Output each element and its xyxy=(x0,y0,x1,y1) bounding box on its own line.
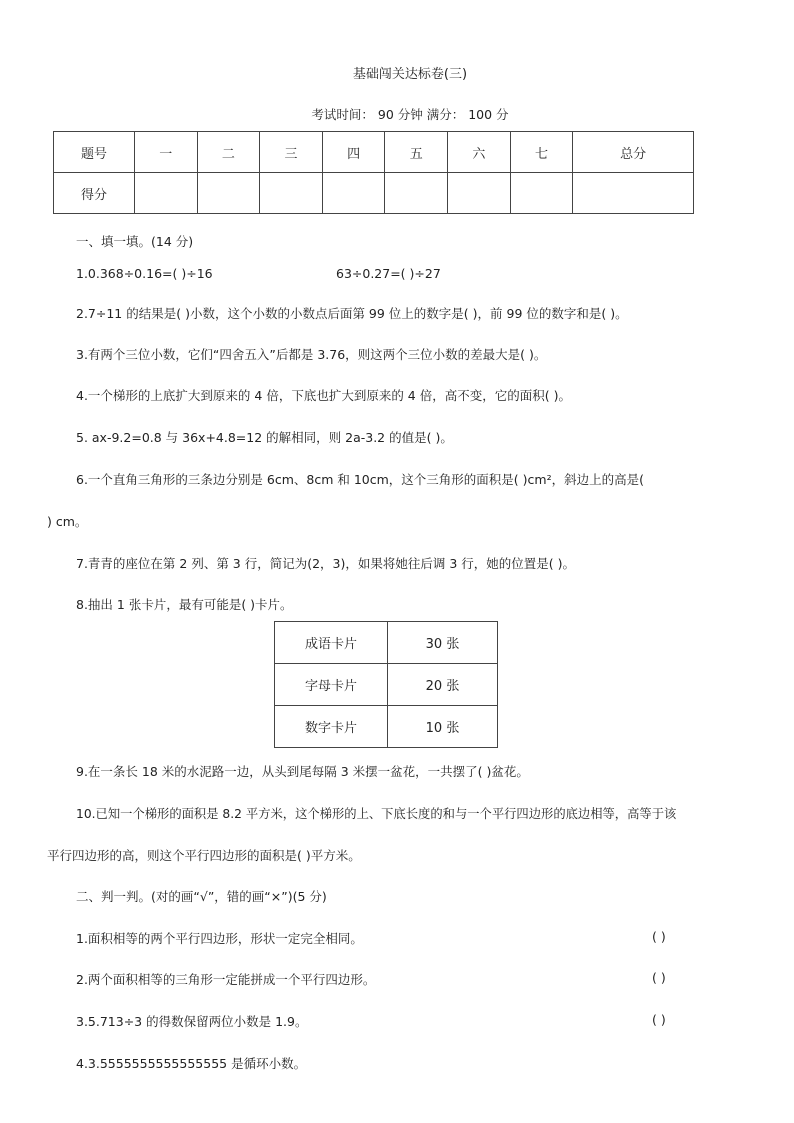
table-row xyxy=(54,173,694,214)
table-row xyxy=(54,132,694,173)
score-cell[interactable] xyxy=(448,173,511,214)
answer-paren[interactable]: ( ) xyxy=(652,1012,666,1027)
score-cell[interactable] xyxy=(260,173,323,214)
score-cell[interactable] xyxy=(322,173,385,214)
table-row xyxy=(275,622,498,664)
question-7: 7.青青的座位在第 2 列、第 3 行，简记为(2，3)，如果将她往后调 3 行，她的位置是( )。 xyxy=(76,556,576,571)
question-5: 5. ax-9.2=0.8 与 36x+4.8=12 的解相同，则 2a-3.2 的值是( )。 xyxy=(76,430,453,445)
answer-paren[interactable]: ( ) xyxy=(652,929,666,944)
card-name: 成语卡片 xyxy=(275,622,388,664)
score-cell[interactable] xyxy=(135,173,198,214)
column-header: 三 xyxy=(260,132,323,173)
score-table xyxy=(53,131,694,214)
judge-item-2: 2.两个面积相等的三角形一定能拼成一个平行四边形。 xyxy=(76,972,376,987)
exam-info: 考试时间： 90 分钟 满分： 100 分 xyxy=(311,107,509,122)
section2-heading: 二、判一判。(对的画“√”，错的画“×”)(5 分) xyxy=(76,889,327,904)
column-header: 六 xyxy=(448,132,511,173)
judge-item-3: 3.5.713÷3 的得数保留两位小数是 1.9。 xyxy=(76,1014,308,1029)
column-header: 七 xyxy=(510,132,573,173)
question-10-line2: 平行四边形的高，则这个平行四边形的面积是( )平方米。 xyxy=(47,848,361,863)
section1-heading: 一、填一填。(14 分) xyxy=(76,234,194,249)
score-cell[interactable] xyxy=(573,173,694,214)
row-label-score: 得分 xyxy=(54,173,135,214)
question-1b: 63÷0.27=( )÷27 xyxy=(336,266,441,281)
page-title: 基础闯关达标卷(三) xyxy=(352,67,468,82)
table-row xyxy=(275,706,498,748)
card-table xyxy=(274,621,498,748)
question-4: 4.一个梯形的上底扩大到原来的 4 倍，下底也扩大到原来的 4 倍，高不变，它的面积( )。 xyxy=(76,388,571,403)
card-count: 10 张 xyxy=(388,706,498,748)
column-header: 四 xyxy=(322,132,385,173)
judge-item-4: 4.3.5555555555555555 是循环小数。 xyxy=(76,1056,307,1071)
card-name: 字母卡片 xyxy=(275,664,388,706)
score-cell[interactable] xyxy=(197,173,260,214)
question-1a: 1.0.368÷0.16=( )÷16 xyxy=(76,266,213,281)
question-10-line1: 10.已知一个梯形的面积是 8.2 平方米，这个梯形的上、下底长度的和与一个平行四边形的底边相等，高等于该 xyxy=(76,807,677,821)
question-8: 8.抽出 1 张卡片，最有可能是( )卡片。 xyxy=(76,597,293,612)
judge-item-1: 1.面积相等的两个平行四边形，形状一定完全相同。 xyxy=(76,931,363,946)
column-header: 二 xyxy=(197,132,260,173)
question-9: 9.在一条长 18 米的水泥路一边，从头到尾每隔 3 米摆一盆花，一共摆了( )盆花。 xyxy=(76,764,529,779)
question-6-line2: ) cm。 xyxy=(47,514,88,529)
card-count: 30 张 xyxy=(388,622,498,664)
score-cell[interactable] xyxy=(385,173,448,214)
column-header: 五 xyxy=(385,132,448,173)
row-label-number: 题号 xyxy=(54,132,135,173)
score-cell[interactable] xyxy=(510,173,573,214)
column-header: 总分 xyxy=(573,132,694,173)
question-2: 2.7÷11 的结果是( )小数，这个小数的小数点后面第 99 位上的数字是( )，前 99 位的数字和是( )。 xyxy=(76,306,628,321)
table-row xyxy=(275,664,498,706)
card-name: 数字卡片 xyxy=(275,706,388,748)
card-count: 20 张 xyxy=(388,664,498,706)
answer-paren[interactable]: ( ) xyxy=(652,970,666,985)
question-6-line1: 6.一个直角三角形的三条边分别是 6cm、8cm 和 10cm，这个三角形的面积是( )cm²，斜边上的高是( xyxy=(76,472,644,487)
column-header: 一 xyxy=(135,132,198,173)
question-3: 3.有两个三位小数，它们“四舍五入”后都是 3.76，则这两个三位小数的差最大是( )。 xyxy=(76,347,547,362)
